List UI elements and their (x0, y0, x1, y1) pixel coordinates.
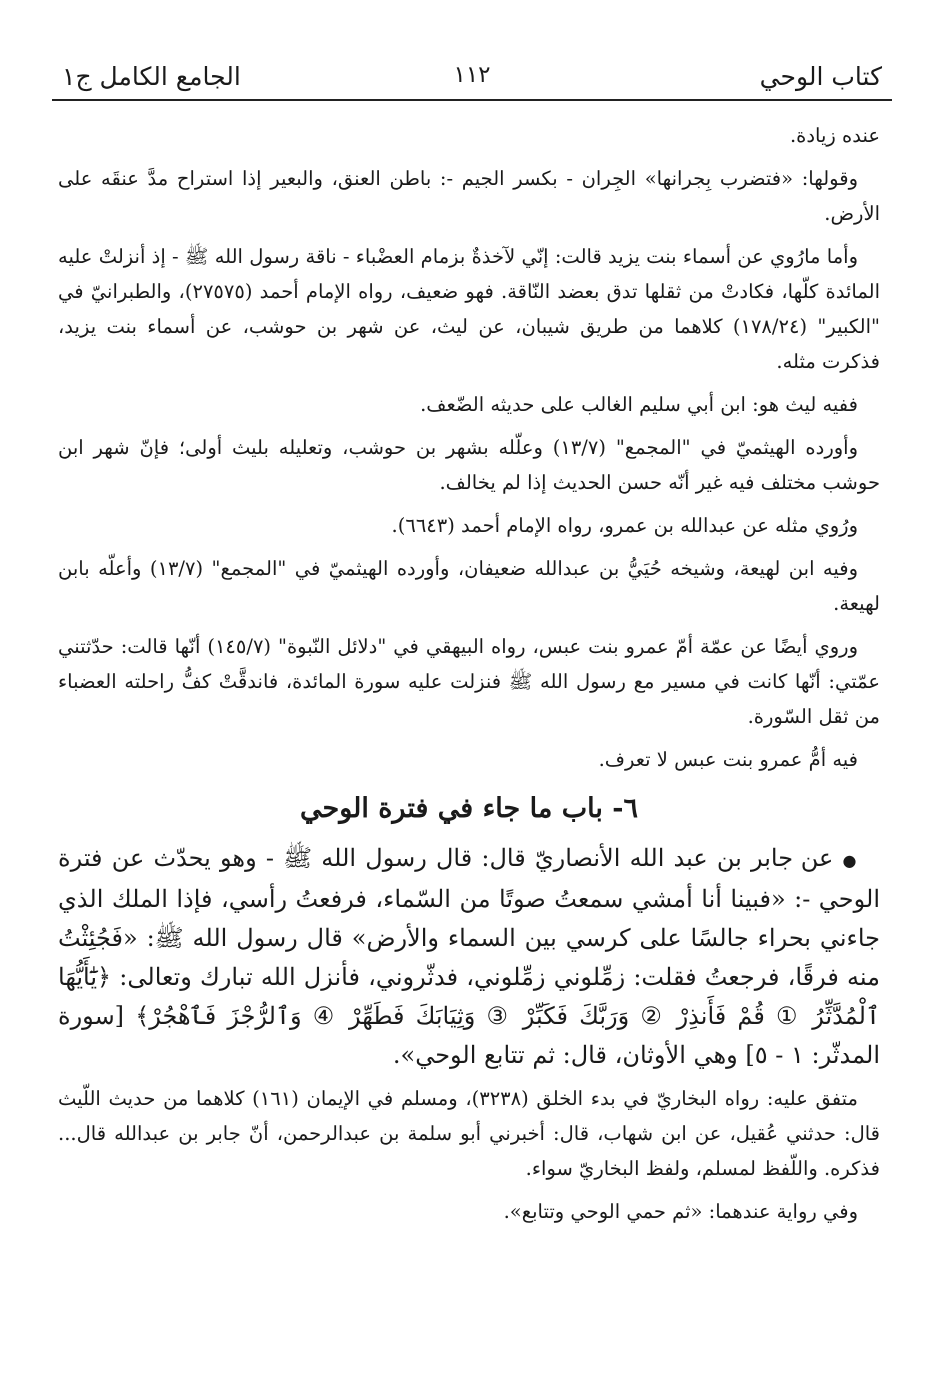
takhrij-note: وفي رواية عندهما: «ثم حمي الوحي وتتابع». (503, 1200, 858, 1223)
paragraph: وأما مارُوي عن أسماء بنت يزيد قالت: إنّي لآخذةٌ بزمام العضْباء - ناقة رسول الله ﷺ - إذ أنزلتْ عليه المائدة كلّها، فكادتْ من ثقلها تدق بعضد النّاقة. فهو ضعيف، رواه الإمام أحمد (٢٧٥٧٥)، والطبرانيّ في "الكبير" (١٧٨/٢٤) كلاهما من طريق شيبان، عن ليث، عن شهر بن حوشب، عن أسماء بنت يزيد، فذكرت مثله. (58, 245, 881, 373)
header-divider (52, 99, 892, 101)
book-section-title: كتاب الوحي (759, 62, 882, 91)
paragraph: وفيه ابن لهيعة، وشيخه حُيَيُّ بن عبدالله ضعيفان، وأورده الهيثميّ في "المجمع" (١٣/٧) وأعلّه بابن لهيعة. (58, 557, 880, 615)
book-title: الجامع الكامل ج١ (62, 62, 241, 91)
takhrij-note: متفق عليه: رواه البخاريّ في بدء الخلق (٣٢٣٨)، ومسلم في الإيمان (١٦١) كلاهما من حديث اللّيث قال: حدثني عُقيل، عن ابن شهاب، قال: أخبرني أبو سلمة بن عبدالرحمن، أنّ جابر بن عبدالله قال... فذكره. واللّفظ لمسلم، ولفظ البخاريّ سواء. (58, 1087, 880, 1180)
hadith-text (58, 839, 880, 1075)
paragraph: وأورده الهيثميّ في "المجمع" (١٣/٧) وعلّله بشهر بن حوشب، وتعليله بليث أولى؛ فإنّ شهر ابن حوشب مختلف فيه غير أنّه حسن الحديث إذا لم يخالف. (58, 436, 880, 494)
paragraph: وروي أيضًا عن عمّة أمّ عمرو بنت عبس، رواه البيهقي في "دلائل النّبوة" (١٤٥/٧) أنّها قالت: حدّثتني عمّتي: أنّها كانت في مسير مع رسول الله ﷺ فنزلت عليه سورة المائدة، فاندقَّتْ كفُّ راحلته العضباء من ثقل السّورة. (58, 635, 880, 728)
paragraph: ففيه ليث هو: ابن أبي سليم الغالب على حديثه الضّعف. (420, 393, 858, 416)
running-header (62, 62, 882, 98)
bullet-icon: ● (842, 851, 858, 870)
page-number: ١١٢ (453, 62, 491, 88)
paragraph: ورُوي مثله عن عبدالله بن عمرو، رواه الإمام أحمد (٦٦٤٣). (391, 514, 858, 537)
hadith-body: عن جابر بن عبد الله الأنصاريّ قال: قال رسول الله ﷺ - وهو يحدّث عن فترة الوحي -: «فبينا أنا أمشي سمعتُ صوتًا من السّماء، فرفعتُ رأسي، فإذا الملك الذي جاءني بحراء جالسًا على كرسي بين السماء والأرض» قال رسول الله ﷺ: «فَجُئِثْتُ منه فرقًا، فرجعتُ فقلت: زمِّلوني زمِّلوني، فدثّروني، فأنزل الله تبارك وتعالى: ﴿يَٰٓأَيُّهَا ٱلْمُدَّثِّرُ ① قُمْ فَأَنذِرْ ② وَرَبَّكَ فَكَبِّرْ ③ وَثِيَابَكَ فَطَهِّرْ ④ وَٱلرُّجْزَ فَٱهْجُرْ﴾ [سورة المدثّر: ١ - ٥] وهي الأوثان، قال: ثم تتابع الوحي». (58, 844, 880, 1069)
paragraph: فيه أمُّ عمرو بنت عبس لا تعرف. (598, 748, 858, 771)
paragraph: وقولها: «فتضرب بِجرانها» الجِران - بكسر الجيم -: باطن العنق، والبعير إذا استراح مدَّ عنقَه على الأرض. (58, 167, 880, 225)
chapter-title: ٦- باب ما جاء في فترة الوحي (300, 793, 638, 824)
paragraph: عنده زيادة. (789, 124, 880, 147)
page-body (58, 118, 880, 1237)
